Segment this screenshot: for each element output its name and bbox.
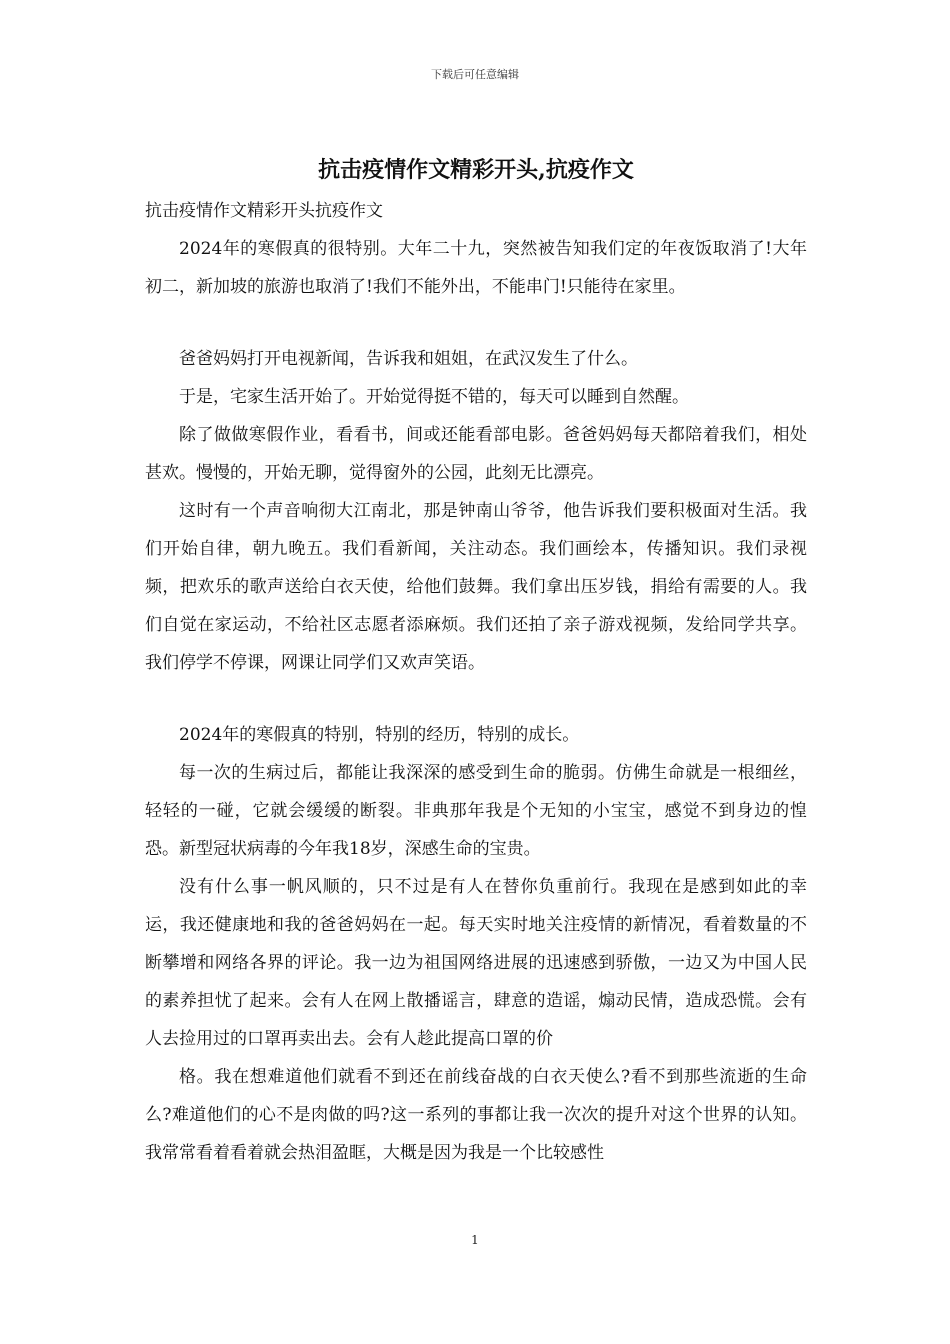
- paragraph: 这时有一个声音响彻大江南北，那是钟南山爷爷，他告诉我们要积极面对生活。我们开始自律，朝九晚五。我们看新闻，关注动态。我们画绘本，传播知识。我们录视频，把欢乐的歌声送给白衣天使，给他们鼓舞。我们拿出压岁钱，捐给有需要的人。我们自觉在家运动，不给社区志愿者添麻烦。我们还拍了亲子游戏视频，发给同学共享。我们停学不停课，网课让同学们又欢声笑语。: [145, 501, 807, 673]
- page-number: 1: [471, 1233, 479, 1247]
- page-header: [0, 66, 950, 82]
- paragraph: 没有什么事一帆风顺的，只不过是有人在替你负重前行。我现在是感到如此的幸运，我还健康地和我的爸爸妈妈在一起。每天实时地关注疫情的新情况，看着数量的不断攀增和网络各界的评论。我一边为祖国网络进展的迅速感到骄傲，一边又为中国人民的素养担忧了起来。会有人在网上散播谣言，肆意的造谣，煽动民情，造成恐慌。会有人去捡用过的口罩再卖出去。会有人趁此提高口罩的价: [145, 877, 807, 1049]
- paragraph: 格。我在想难道他们就看不到还在前线奋战的白衣天使么?看不到那些流逝的生命么?难道他们的心不是肉做的吗?这一系列的事都让我一次次的提升对这个世界的认知。我常常看着看着就会热泪盈眶，大概是因为我是一个比较感性: [145, 1067, 807, 1163]
- header-text: 下载后可任意编辑: [431, 68, 519, 81]
- paragraph: 除了做做寒假作业，看看书，间或还能看部电影。爸爸妈妈每天都陪着我们，相处甚欢。慢慢的，开始无聊，觉得窗外的公园，此刻无比漂亮。: [145, 425, 807, 483]
- paragraph: 爸爸妈妈打开电视新闻，告诉我和姐姐，在武汉发生了什么。: [179, 349, 638, 369]
- document-title: 抗击疫情作文精彩开头,抗疫作文: [318, 157, 634, 183]
- page-footer: [0, 1233, 950, 1247]
- paragraph-gap: [145, 306, 807, 340]
- document-subtitle: 抗击疫情作文精彩开头抗疫作文: [145, 201, 383, 221]
- paragraph: 于是，宅家生活开始了。开始觉得挺不错的，每天可以睡到自然醒。: [179, 387, 689, 407]
- document-body: [145, 150, 807, 1172]
- paragraph-gap: [145, 682, 807, 716]
- paragraph: 2024年的寒假真的特别，特别的经历，特别的成长。: [179, 725, 580, 745]
- paragraph: 每一次的生病过后，都能让我深深的感受到生命的脆弱。仿佛生命就是一根细丝，轻轻的一碰，它就会缓缓的断裂。非典那年我是个无知的小宝宝，感觉不到身边的惶恐。新型冠状病毒的今年我18岁，深感生命的宝贵。: [145, 763, 807, 859]
- paragraph: 2024年的寒假真的很特别。大年二十九，突然被告知我们定的年夜饭取消了!大年初二，新加坡的旅游也取消了!我们不能外出，不能串门!只能待在家里。: [145, 239, 807, 297]
